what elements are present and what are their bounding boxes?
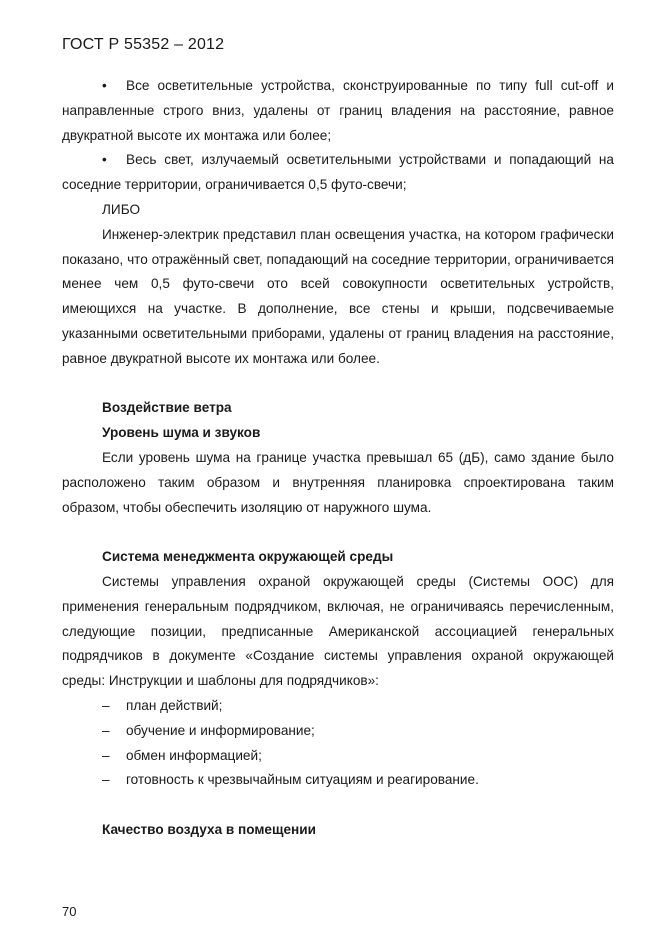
- bullet-item: [62, 148, 614, 198]
- libo-text: ЛИБО: [102, 201, 141, 217]
- dash-icon: –: [102, 772, 110, 788]
- bullet-text: Весь свет, излучаемый осветительными устройствами и попадающий на соседние территории, ограничивается 0,5 футо-свечи;: [62, 152, 614, 193]
- list-item-text: план действий;: [126, 697, 223, 713]
- noise-heading: Уровень шума и звуков: [102, 425, 261, 441]
- list-item: [62, 719, 614, 744]
- ems-heading: Система менеджмента окружающей среды: [102, 549, 394, 565]
- noise-paragraph: Если уровень шума на границе участка превышал 65 (дБ), само здание было расположено таким образом и внутренняя планировка спроектирована таким образом, чтобы обеспечить изоляцию от наружного шума.: [62, 449, 614, 515]
- list-item: [62, 744, 614, 769]
- list-item-text: обмен информацией;: [126, 747, 262, 763]
- engineer-paragraph: Инженер-электрик представил план освещения участка, на котором графически показано, что отражённый свет, попадающий на соседние территории, ограничивается менее чем 0,5 футо-свечи ото всей совокупности осветительных устройств, имеющихся на участке. В дополнение, все стены и крыши, подсвечиваемые указанными осветительными приборами, удалены от границ владения на расстояние, равное двукратной высоте их монтажа или более.: [62, 226, 614, 366]
- wind-heading: Воздействие ветра: [102, 400, 232, 416]
- bullet-item: [62, 74, 614, 148]
- list-item: [62, 768, 614, 793]
- list-item: [62, 694, 614, 719]
- bullet-icon: •: [102, 152, 107, 168]
- dash-icon: –: [102, 747, 110, 763]
- page-number: 70: [62, 904, 77, 919]
- list-item-text: готовность к чрезвычайным ситуациям и реагирование.: [126, 772, 479, 788]
- dash-icon: –: [102, 722, 110, 738]
- ems-paragraph: Системы управления охраной окружающей среды (Системы ООС) для применения генеральным подрядчиком, включая, не ограничиваясь перечисленным, следующие позиции, предписанные Американской ассоциацией генеральных подрядчиков в документе «Создание системы управления охраной окружающей среды: Инструкции и шаблоны для подрядчиков»:: [62, 573, 614, 689]
- list-item-text: обучение и информирование;: [126, 722, 315, 738]
- air-quality-heading: Качество воздуха в помещении: [102, 821, 316, 837]
- document-header: ГОСТ Р 55352 – 2012: [62, 36, 225, 53]
- document-body: [62, 74, 614, 843]
- dash-icon: –: [102, 697, 110, 713]
- bullet-text: Все осветительные устройства, сконструированные по типу full cut-off и направленные строго вниз, удалены от границ владения на расстояние, равное двукратной высоте их монтажа или более;: [62, 78, 614, 143]
- bullet-icon: •: [102, 78, 107, 93]
